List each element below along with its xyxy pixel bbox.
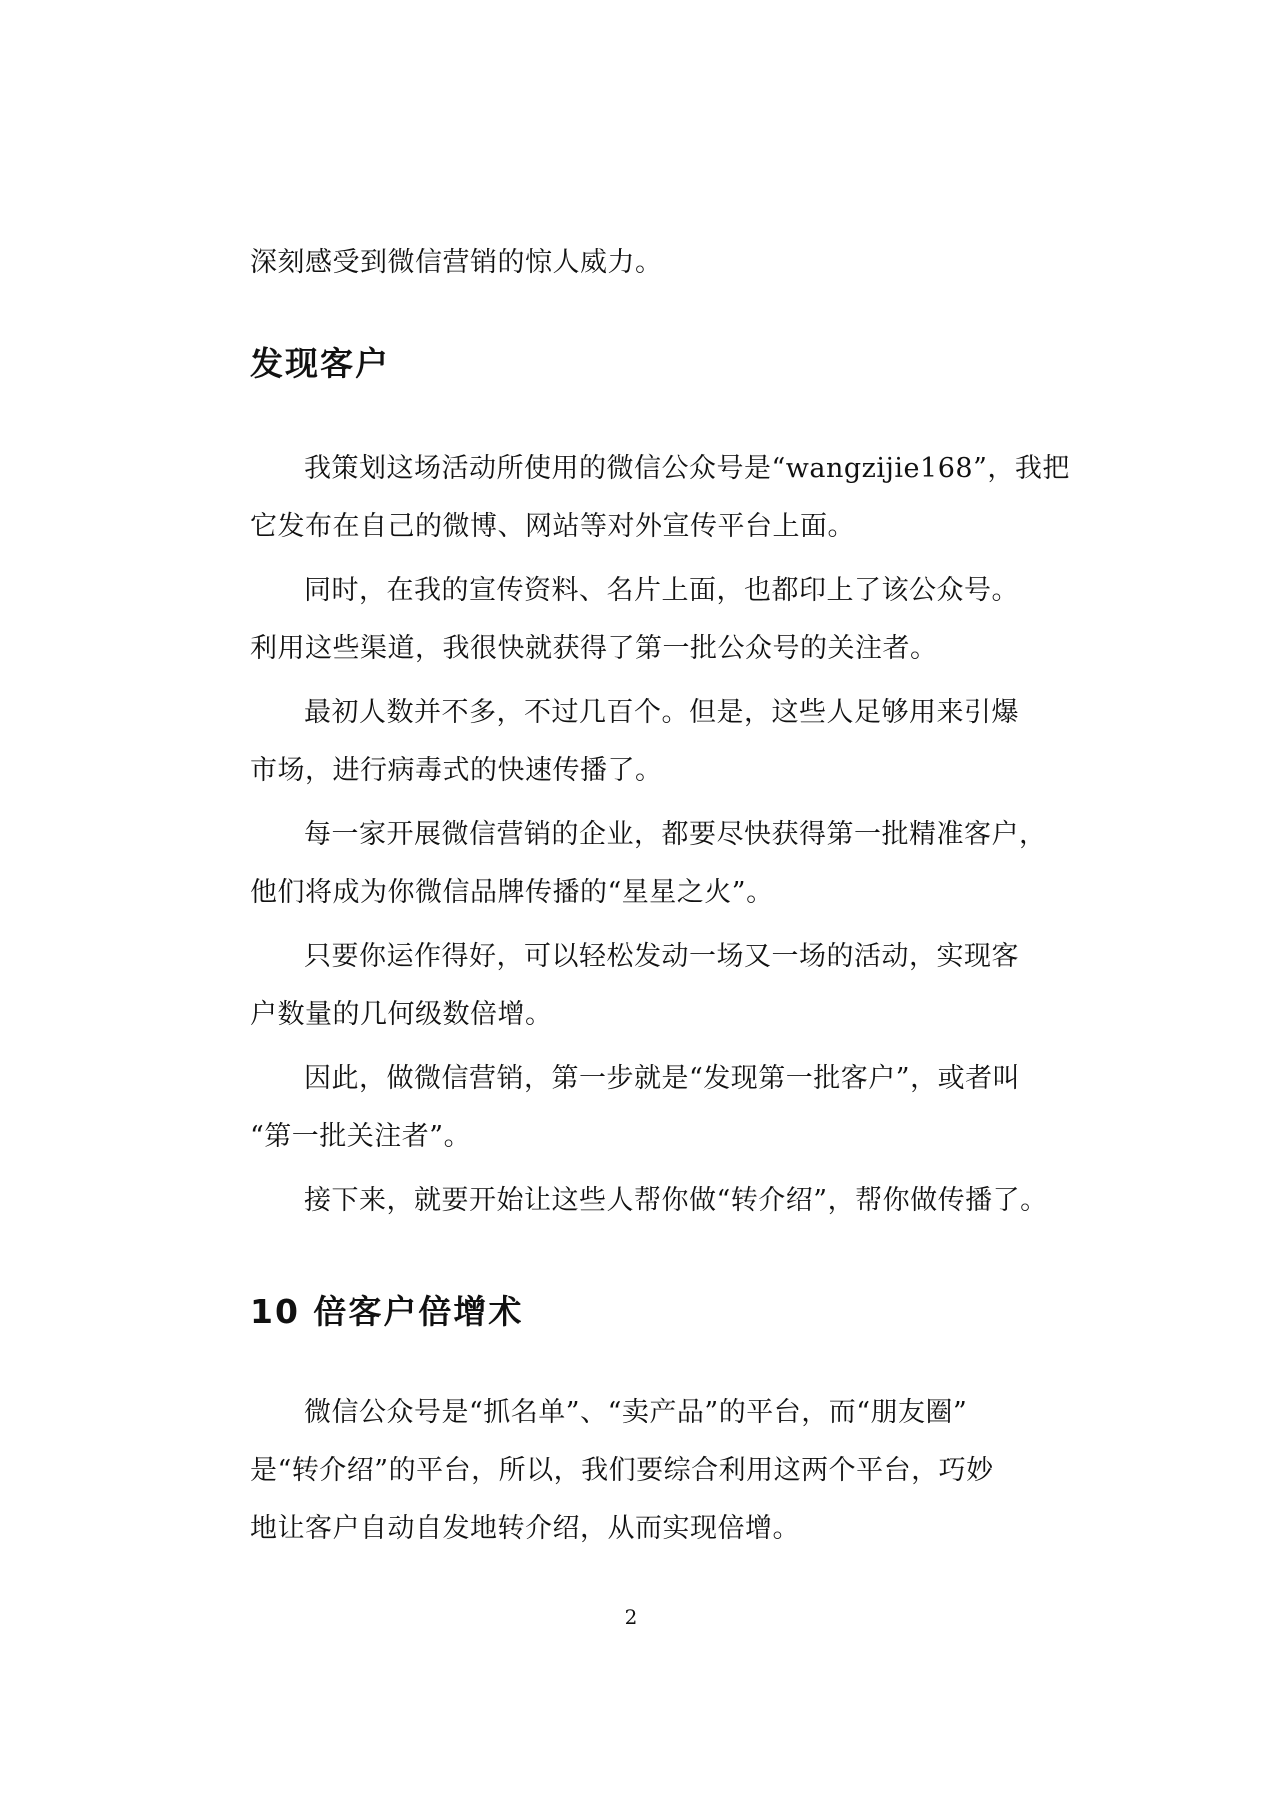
body-text-line: 微信公众号是“抓名单”、“卖产品”的平台，而“朋友圈” <box>304 1397 968 1428</box>
body-text-line: 是“转介绍”的平台，所以，我们要综合利用这两个平台，巧妙 <box>250 1455 994 1486</box>
page-number: 2 <box>624 1605 638 1629</box>
paragraph-1 <box>250 440 1070 556</box>
section-heading: 10 倍客户倍增术 <box>250 1292 524 1331</box>
body-text-line: 每一家开展微信营销的企业，都要尽快获得第一批精准客户， <box>304 819 1047 850</box>
paragraph-6 <box>250 1050 1021 1166</box>
paragraph-8 <box>250 1384 1010 1558</box>
intro-paragraph <box>250 234 1010 292</box>
paragraph-5 <box>250 928 1019 1044</box>
paragraph-3 <box>250 684 1019 800</box>
body-text-line: “第一批关注者”。 <box>250 1121 472 1152</box>
body-text-line: 接下来，就要开始让这些人帮你做“转介绍”，帮你做传播了。 <box>304 1185 1048 1216</box>
body-text-line: 它发布在自己的微博、网站等对外宣传平台上面。 <box>250 511 855 542</box>
paragraph-7 <box>250 1172 1048 1230</box>
section-heading-discover-customers <box>250 342 1010 386</box>
body-text-line: 户数量的几何级数倍增。 <box>250 999 553 1030</box>
body-text-line: 我策划这场活动所使用的微信公众号是“wangzijie168”，我把 <box>304 453 1070 484</box>
paragraph-2 <box>250 562 1019 678</box>
body-text-line: 深刻感受到微信营销的惊人威力。 <box>250 247 663 278</box>
section-heading-10x-growth <box>250 1290 1010 1334</box>
body-text-line: 利用这些渠道，我很快就获得了第一批公众号的关注者。 <box>250 633 938 664</box>
body-text-line: 因此，做微信营销，第一步就是“发现第一批客户”，或者叫 <box>304 1063 1021 1094</box>
body-text-line: 地让客户自动自发地转介绍，从而实现倍增。 <box>250 1513 800 1544</box>
section-heading: 发现客户 <box>250 344 390 383</box>
body-text-line: 同时，在我的宣传资料、名片上面，也都印上了该公众号。 <box>304 575 1019 606</box>
body-text-line: 只要你运作得好，可以轻松发动一场又一场的活动，实现客 <box>304 941 1019 972</box>
body-text-line: 他们将成为你微信品牌传播的“星星之火”。 <box>250 877 774 908</box>
body-text-line: 最初人数并不多，不过几百个。但是，这些人足够用来引爆 <box>304 697 1019 728</box>
body-text-line: 市场，进行病毒式的快速传播了。 <box>250 755 663 786</box>
paragraph-4 <box>250 806 1047 922</box>
